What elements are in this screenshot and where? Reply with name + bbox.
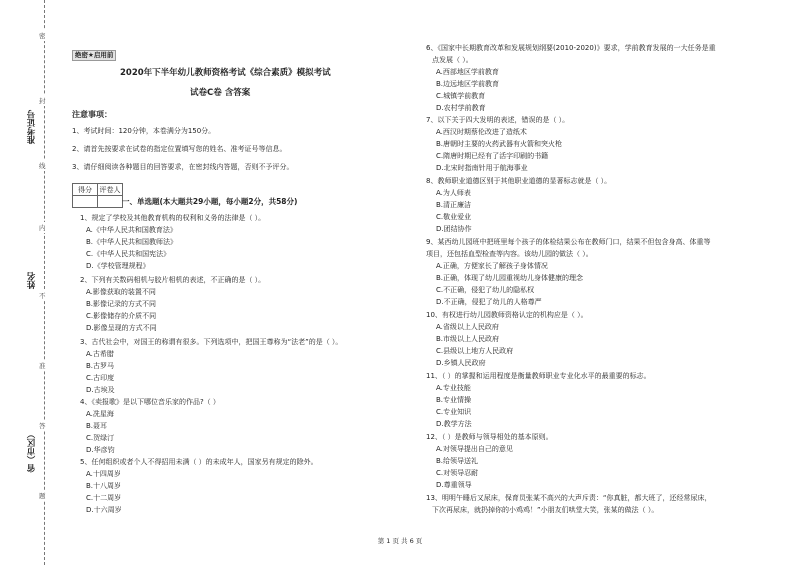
question-option: D.不正确，侵犯了幼儿的人格尊严 xyxy=(436,298,542,306)
question-option: A.西部地区学前教育 xyxy=(436,68,499,76)
grader-label: 评卷人 xyxy=(99,185,121,194)
question-option: B.十八周岁 xyxy=(86,482,122,490)
note-item: 3、请仔细阅读各种题目的回答要求，在密封线内答题，否则不予评分。 xyxy=(72,163,294,171)
question-option: B.边远地区学前教育 xyxy=(436,80,500,88)
exam-title: 2020年下半年幼儿教师资格考试《综合素质》模拟考试 xyxy=(120,68,331,78)
score-cell[interactable] xyxy=(73,196,98,208)
question-stem: 6、《国家中长期教育改革和发展规划纲要(2010-2020)》要求，学前教育发展的一大任务是重 xyxy=(426,44,716,52)
name-label: 姓名 xyxy=(27,272,37,289)
question-option: A.古希腊 xyxy=(86,350,114,358)
question-option: D.教学方法 xyxy=(436,420,472,428)
question-option: D.尊重领导 xyxy=(436,481,472,489)
cut-mark: 封 xyxy=(39,97,46,105)
question-stem: 点发展（ ）。 xyxy=(432,56,473,64)
page-footer: 第 1 页 共 6 页 xyxy=(377,537,423,545)
question-option: C.城镇学前教育 xyxy=(436,92,486,100)
question-stem: 13、明明午睡后又尿床，保育员张某不高兴的大声斥责：“你真脏，都大班了，还经常尿床， xyxy=(426,494,712,502)
question-option: A.冼星海 xyxy=(86,410,114,418)
question-option: B.给领导送礼 xyxy=(436,457,479,465)
cut-mark: 准 xyxy=(39,362,46,370)
question-option: B.影像记录的方式不同 xyxy=(86,300,157,308)
question-stem: 11、（ ）的掌握和运用程度是衡量教师职业专业化水平的最重要的标志。 xyxy=(426,372,651,380)
question-option: A.西汉时期蔡伦改进了造纸术 xyxy=(436,128,527,136)
seal-line xyxy=(44,0,45,565)
question-stem: 12、（ ）是教师与领导相处的基本原则。 xyxy=(426,433,553,441)
question-option: A.正确，方便家长了解孩子身体情况 xyxy=(436,262,548,270)
question-option: A.专业技能 xyxy=(436,384,471,392)
cut-mark: 密 xyxy=(39,32,46,40)
question-option: C.隋唐时期已经有了活字印刷的书籍 xyxy=(436,152,549,160)
cut-mark: 答 xyxy=(39,422,46,430)
question-stem: 3、古代社会中，对国王的称谓有很多。下列选项中，把国王尊称为“法老”的是（ ）。 xyxy=(80,338,343,346)
question-option: C.对领导忍耐 xyxy=(436,469,479,477)
question-option: C.影像储存的介质不同 xyxy=(86,312,157,320)
question-option: C.十二周岁 xyxy=(86,494,122,502)
question-option: B.专业情操 xyxy=(436,396,472,404)
question-option: B.《中华人民共和国教师法》 xyxy=(86,238,178,246)
question-stem: 下次再尿床，就扔掉你的小鸡鸡！”小朋友们哄堂大笑，张某的做法（ ）。 xyxy=(432,506,659,514)
section-heading: 一、单选题(本大题共29小题，每小题2分，共58分) xyxy=(122,197,298,206)
question-option: D.农村学前教育 xyxy=(436,104,486,112)
question-stem: 1、规定了学校及其他教育机构的权利和义务的法律是（ ）。 xyxy=(80,214,266,222)
exam-number-label: 准考证号 xyxy=(27,110,37,144)
question-option: C.敬业爱业 xyxy=(436,213,472,221)
question-stem: 8、教师职业道德区别于其他职业道德的显著标志就是（ ）。 xyxy=(426,177,612,185)
question-option: D.十六周岁 xyxy=(86,506,122,514)
question-option: B.唐朝时主要的火药武器有火箭和突火枪 xyxy=(436,140,563,148)
question-option: D.影像呈现的方式不同 xyxy=(86,324,157,332)
question-option: A.省级以上人民政府 xyxy=(436,323,499,331)
question-option: D.古埃及 xyxy=(86,386,115,394)
score-table xyxy=(72,183,123,208)
question-option: C.县级以上地方人民政府 xyxy=(436,347,514,355)
cut-mark: 线 xyxy=(39,162,46,170)
note-item: 2、请首先按要求在试卷的指定位置填写您的姓名、准考证号等信息。 xyxy=(72,145,287,153)
district-label: 省（市区） xyxy=(27,430,37,473)
question-option: C.不正确，侵犯了幼儿的隐私权 xyxy=(436,286,535,294)
notes-heading: 注意事项： xyxy=(72,110,112,119)
secret-label: 绝密★启用前 xyxy=(72,50,116,61)
question-option: D.乡镇人民政府 xyxy=(436,359,486,367)
binding-margin xyxy=(0,0,60,565)
question-option: B.清正廉洁 xyxy=(436,201,472,209)
question-option: B.古罗马 xyxy=(86,362,115,370)
question-stem: 5、任何组织或者个人不得招用未满（ ）的未成年人，国家另有规定的除外。 xyxy=(80,458,318,466)
question-option: A.十四周岁 xyxy=(86,470,121,478)
question-option: D.北宋时指南针用于航海事业 xyxy=(436,164,528,172)
question-option: D.华彦钧 xyxy=(86,446,115,454)
question-option: C.古印度 xyxy=(86,374,115,382)
exam-subtitle: 试卷C卷 含答案 xyxy=(190,88,251,98)
question-option: A.《中华人民共和国教育法》 xyxy=(86,226,177,234)
score-label: 得分 xyxy=(73,184,98,196)
question-option: B.正确，体现了幼儿园重视幼儿身体健康的理念 xyxy=(436,274,584,282)
cut-mark: 题 xyxy=(39,492,46,500)
question-option: C.《中华人民共和国宪法》 xyxy=(86,250,171,258)
question-option: D.团结协作 xyxy=(436,225,472,233)
question-option: A.影像获取的装置不同 xyxy=(86,288,156,296)
note-item: 1、考试时间：120分钟，本卷满分为150分。 xyxy=(72,127,216,135)
cut-mark: 不 xyxy=(39,292,46,300)
question-stem: 4、《卖报歌》是以下哪位音乐家的作品?（ ） xyxy=(80,398,220,406)
question-stem: 7、以下关于四大发明的表述，错误的是（ ）。 xyxy=(426,116,570,124)
question-stem: 10、有权进行幼儿园教师资格认定的机构应是（ ）。 xyxy=(426,311,588,319)
question-stem: 9、某西幼儿园班中把班里每个孩子的体检结果公布在教师门口，结果不但包含身高、体重等 xyxy=(426,238,711,246)
question-option: B.聂耳 xyxy=(86,422,108,430)
question-option: C.专业知识 xyxy=(436,408,472,416)
question-option: C.贺绿汀 xyxy=(86,434,115,442)
grader-cell[interactable] xyxy=(98,196,123,208)
question-option: B.市级以上人民政府 xyxy=(436,335,500,343)
cut-mark: 内 xyxy=(39,224,46,232)
question-stem: 项目，还包括血型检查等内容。该幼儿园的做法（ ）。 xyxy=(426,250,593,258)
question-option: A.对领导提出自己的意见 xyxy=(436,445,513,453)
question-option: D.《学校管理规程》 xyxy=(86,262,150,270)
question-stem: 2、下列有关数码相机与胶片相机的表述，不正确的是（ ）。 xyxy=(80,276,266,284)
question-option: A.为人师表 xyxy=(436,189,471,197)
